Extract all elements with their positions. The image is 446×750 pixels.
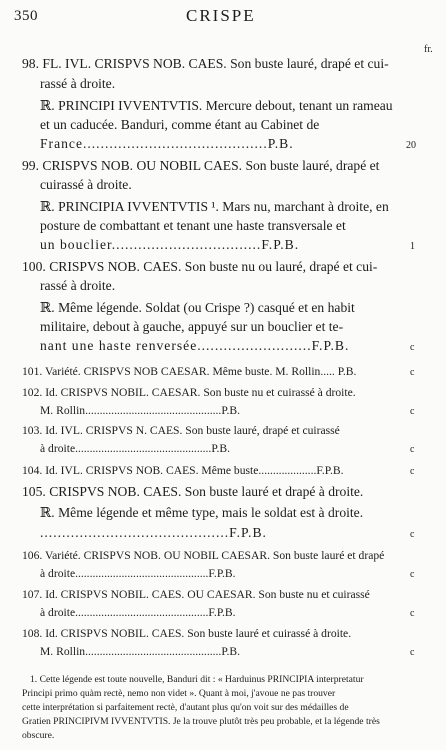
entry-98-line: rassé à droite. xyxy=(40,76,116,91)
margin-corner-note: fr. xyxy=(424,44,433,55)
margin-rarity-mark: c xyxy=(410,569,415,580)
entry-104-line: 104. Id. IVL. CRISPVS NOB. CAES. Même buste....................F.P.B. xyxy=(22,464,344,477)
entry-98-reverse-line: et un caducée. Banduri, comme étant au Cabinet de xyxy=(40,117,320,132)
footnote-line: Principi primo quàm rectè, nemo non videt ». Quant à moi, j'avoue ne pas trouver xyxy=(22,688,336,699)
margin-rarity-mark: c xyxy=(410,608,415,619)
margin-rarity-mark: c xyxy=(410,342,415,353)
margin-rarity-mark: c xyxy=(410,367,415,378)
entry-103-line: à droite...............................................P.B. xyxy=(40,442,231,455)
entry-107-line: 107. Id. CRISPVS NOBIL. CAES. OU CAESAR. Son buste nu et cuirassé xyxy=(22,588,370,601)
entry-105-reverse-line: ℝ. Même légende et même type, mais le soldat est à droite. xyxy=(40,505,364,520)
margin-rarity-mark: 1 xyxy=(410,241,415,252)
entry-99-reverse-line: ℝ. PRINCIPIA IVVENTVTIS ¹. Mars nu, marchant à droite, en xyxy=(40,199,389,214)
entry-99-line: 99. CRISPVS NOB. OU NOBIL CAES. Son buste lauré, drapé et xyxy=(22,158,380,173)
margin-rarity-mark: c xyxy=(410,466,415,477)
footnote-line: cette interprétation si parfaitement rectè, d'autant plus qu'on voit sur des médailles de xyxy=(22,702,349,713)
entry-100-reverse-line: militaire, debout à gauche, appuyé sur un bouclier et te- xyxy=(40,319,344,334)
entry-106-line: à droite..............................................F.P.B. xyxy=(40,567,236,580)
footnote-line: 1. Cette légende est toute nouvelle, Banduri dit : « Harduinus PRINCIPIA interpretatur xyxy=(30,674,364,685)
entry-98-line: 98. FL. IVL. CRISPVS NOB. CAES. Son buste lauré, drapé et cui- xyxy=(22,56,389,71)
margin-rarity-mark: c xyxy=(410,444,415,455)
entry-102-line: M. Rollin...............................................P.B. xyxy=(40,404,241,417)
entry-108-line: 108. Id. CRISPVS NOBIL. CAES. Son buste lauré et cuirassé à droite. xyxy=(22,627,352,640)
entry-98-reverse-line: France..........................................P.B. xyxy=(40,136,294,151)
entry-108-line: M. Rollin...............................................P.B. xyxy=(40,645,241,658)
entry-103-line: 103. Id. IVL. CRISPVS N. CAES. Son buste lauré, drapé et cuirassé xyxy=(22,424,340,437)
entry-98-reverse-line: ℝ. PRINCIPI IVVENTVTIS. Mercure debout, tenant un rameau xyxy=(40,98,393,113)
entry-102-line: 102. Id. CRISPVS NOBIL. CAESAR. Son buste nu et cuirassé à droite. xyxy=(22,386,356,399)
entry-99-reverse-line: posture de combattant et tenant une haste transversale et xyxy=(40,218,346,233)
entry-105-line: 105. CRISPVS NOB. CAES. Son buste lauré et drapé à droite. xyxy=(22,484,364,499)
page-number: 350 xyxy=(14,8,38,24)
margin-rarity-mark: c xyxy=(410,647,415,658)
margin-rarity-mark: c xyxy=(410,406,415,417)
entry-99-reverse-line: un bouclier..................................F.P.B. xyxy=(40,237,300,252)
page-title: CRISPE xyxy=(186,6,256,25)
entry-101-line: 101. Variété. CRISPVS NOB CAESAR. Même buste. M. Rollin..... P.B. xyxy=(22,365,357,378)
footnote-line: Gratien PRINCIPIVM IVVENTVTIS. Je la trouve plutôt très peu probable, et la légende très xyxy=(22,716,380,727)
margin-rarity-mark: 20 xyxy=(406,140,416,151)
entry-107-line: à droite..............................................F.P.B. xyxy=(40,606,236,619)
entry-100-reverse-line: nant une haste renversée..........................F.P.B. xyxy=(40,338,350,353)
footnote-line: obscure. xyxy=(22,730,55,741)
entry-105-reverse-line: ...........................................F.P.B. xyxy=(40,525,267,540)
entry-100-line: rassé à droite. xyxy=(40,278,116,293)
entry-99-line: cuirassé à droite. xyxy=(40,177,132,192)
entry-100-reverse-line: ℝ. Même légende. Soldat (ou Crispe ?) casqué et en habit xyxy=(40,300,355,315)
entry-100-line: 100. CRISPVS NOB. CAES. Son buste nu ou lauré, drapé et cui- xyxy=(22,259,378,274)
margin-rarity-mark: c xyxy=(410,529,415,540)
entry-106-line: 106. Variété. CRISPVS NOB. OU NOBIL CAESAR. Son buste lauré et drapé xyxy=(22,549,385,562)
